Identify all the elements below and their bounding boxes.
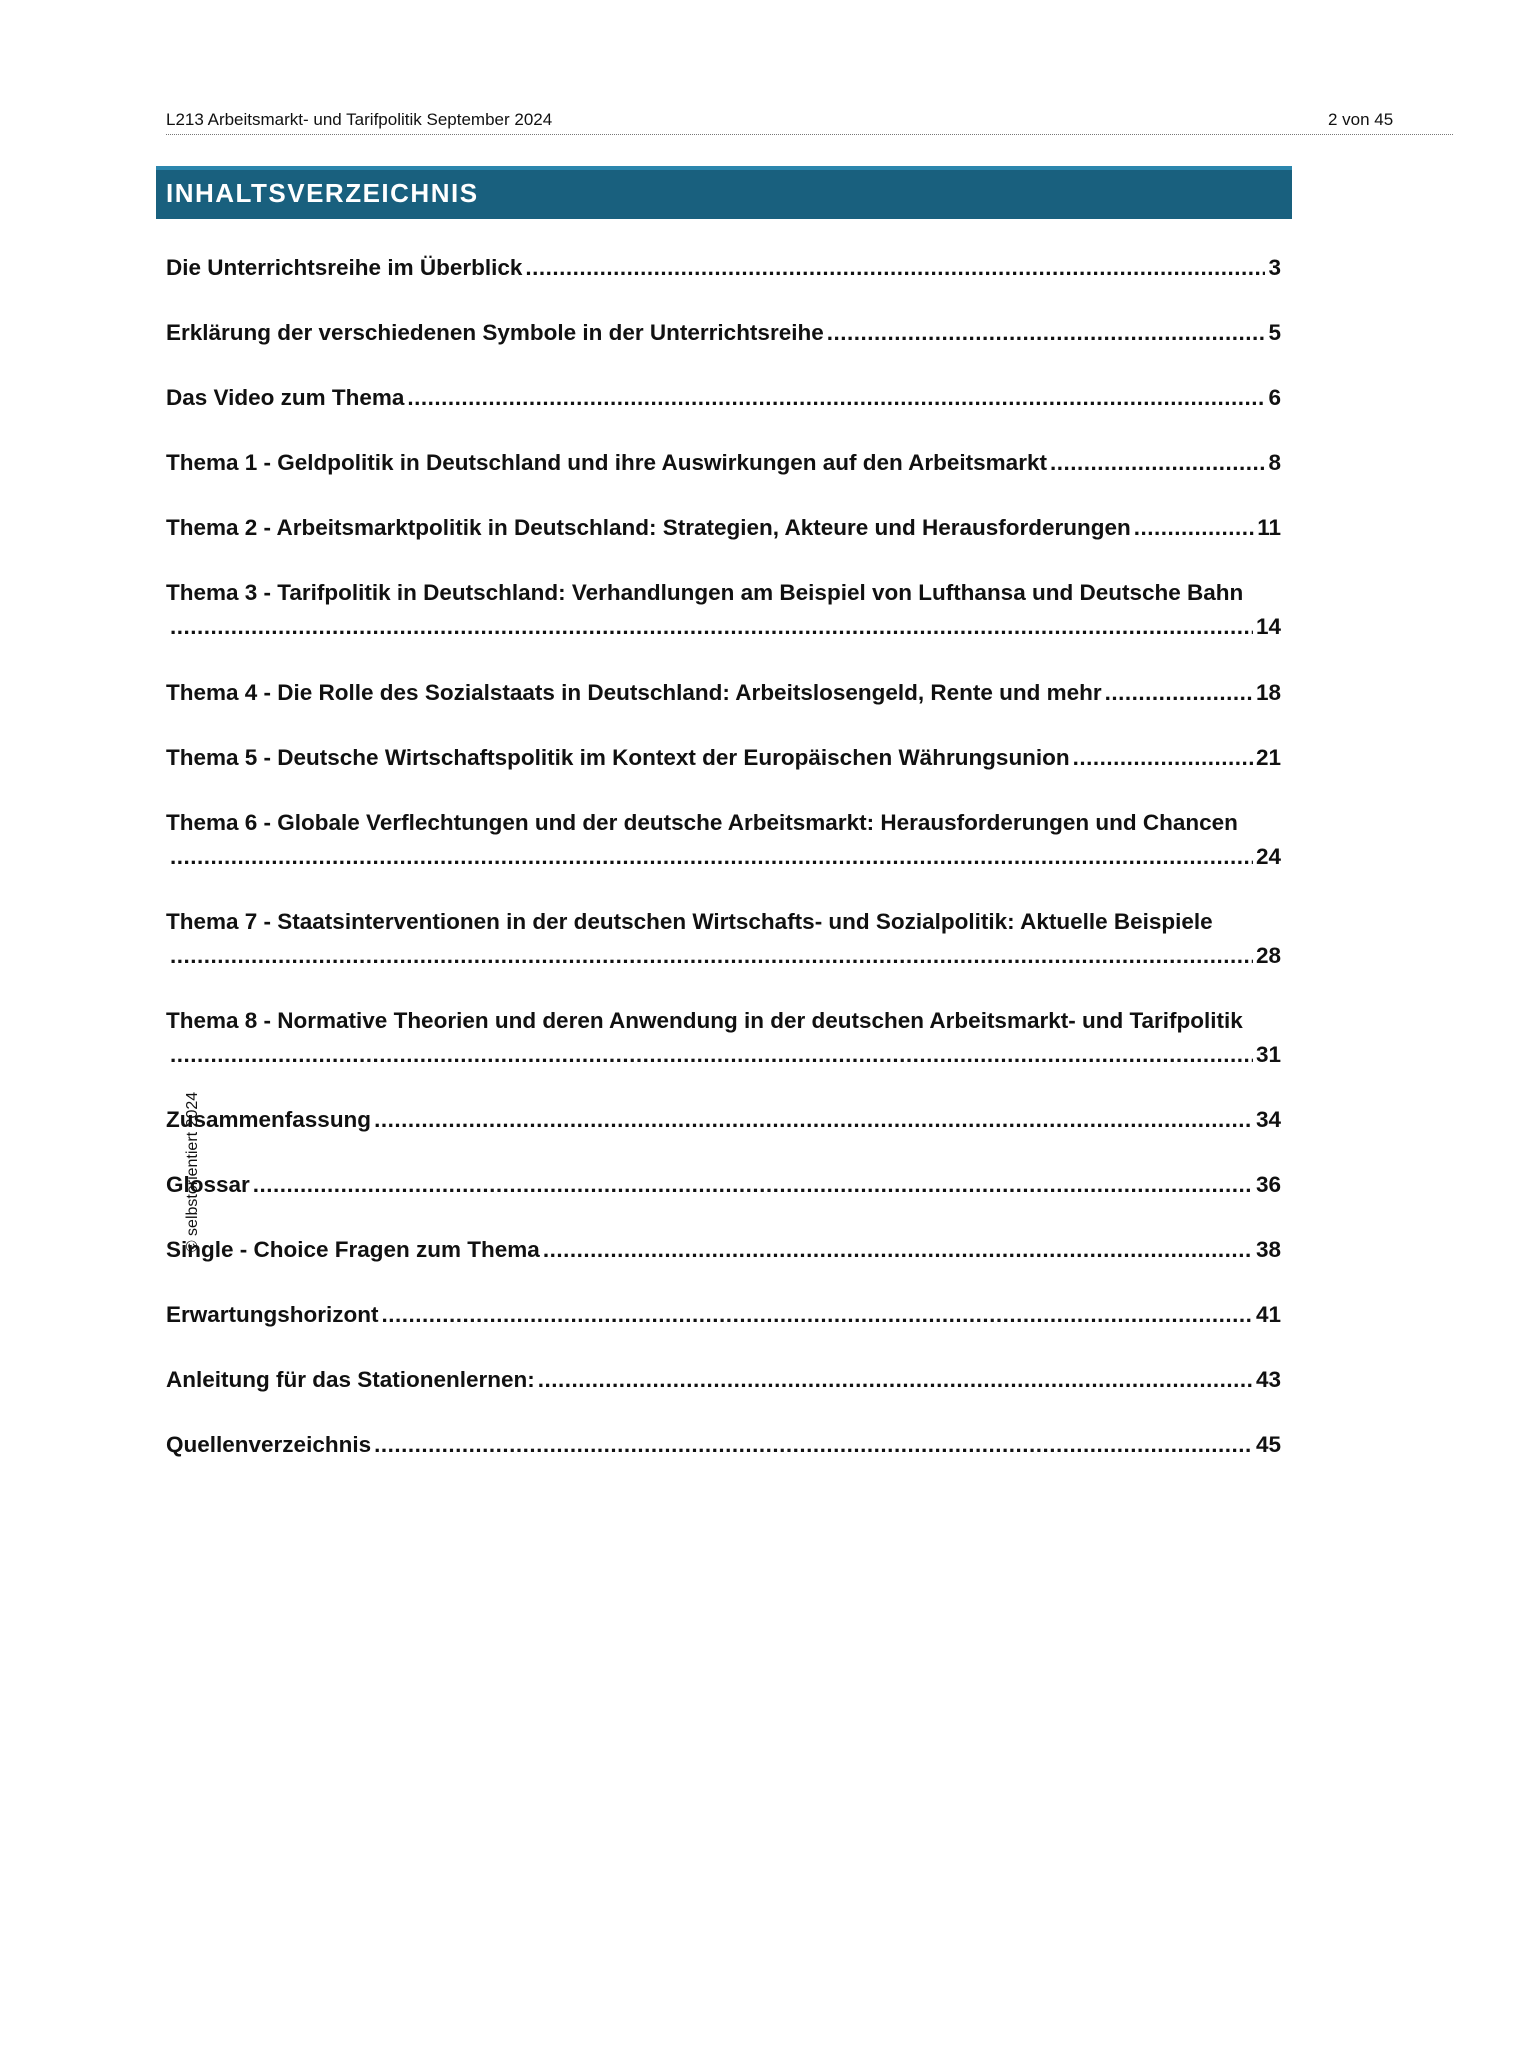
toc-entry[interactable] bbox=[166, 810, 1281, 874]
toc-leader-dots bbox=[170, 1042, 1253, 1068]
toc-entry[interactable] bbox=[166, 1008, 1281, 1072]
toc-entry-label: Thema 5 - Deutsche Wirtschaftspolitik im Kontext der Europäischen Währungsunion bbox=[166, 745, 1070, 770]
toc-entry[interactable] bbox=[166, 320, 1281, 350]
toc-entry-label: Thema 8 - Normative Theorien und deren Anwendung in der deutschen Arbeitsmarkt- und Tarifpolitik bbox=[166, 1008, 1243, 1033]
copyright-notice: © selbstorientiert 2024 bbox=[184, 1091, 201, 1253]
toc-entry-label: Erklärung der verschiedenen Symbole in der Unterrichtsreihe bbox=[166, 320, 824, 345]
toc-entry-label: Erwartungshorizont bbox=[166, 1302, 379, 1327]
toc-entry-label: Thema 1 - Geldpolitik in Deutschland und ihre Auswirkungen auf den Arbeitsmarkt bbox=[166, 450, 1047, 475]
toc-leader-dots bbox=[525, 255, 1265, 281]
toc-entry-page: 18 bbox=[1255, 680, 1281, 705]
toc-entry-page: 11 bbox=[1257, 515, 1281, 540]
toc-entry-label: Glossar bbox=[166, 1172, 250, 1197]
toc-entry-label: Thema 3 - Tarifpolitik in Deutschland: Verhandlungen am Beispiel von Lufthansa und Deutsche Bahn bbox=[166, 580, 1244, 605]
toc-entry-label: Zusammenfassung bbox=[166, 1107, 372, 1132]
toc-entry[interactable] bbox=[166, 515, 1281, 545]
toc-entry-label: Thema 7 - Staatsinterventionen in der deutschen Wirtschafts- und Sozialpolitik: Aktuelle Beispiele bbox=[166, 909, 1213, 934]
toc-entry[interactable] bbox=[166, 1237, 1281, 1267]
toc-entry[interactable] bbox=[166, 385, 1281, 415]
toc-entry-page: 24 bbox=[1255, 844, 1281, 869]
toc-entry-page: 43 bbox=[1255, 1367, 1281, 1392]
toc-entry-page: 14 bbox=[1255, 614, 1281, 639]
toc-leader-dots bbox=[538, 1367, 1253, 1393]
toc-entry[interactable] bbox=[166, 1172, 1281, 1202]
toc-entry-page: 21 bbox=[1255, 745, 1281, 770]
toc-entry[interactable] bbox=[166, 1432, 1281, 1462]
toc-entry-page: 5 bbox=[1268, 320, 1281, 345]
toc-leader-dots bbox=[543, 1237, 1253, 1263]
toc-entry-page: 6 bbox=[1268, 385, 1281, 410]
toc-leader-dots bbox=[374, 1432, 1253, 1458]
toc-leader-dots bbox=[374, 1107, 1253, 1133]
document-title: L213 Arbeitsmarkt- und Tarifpolitik September 2024 bbox=[166, 110, 553, 129]
toc-entry-label: Anleitung für das Stationenlernen: bbox=[166, 1367, 535, 1392]
toc-entry-page: 41 bbox=[1255, 1302, 1281, 1327]
toc-leader-dots bbox=[170, 943, 1253, 969]
toc-leader-dots bbox=[170, 844, 1253, 870]
toc-leader-dots bbox=[1073, 745, 1253, 771]
toc-entry-page: 34 bbox=[1255, 1107, 1281, 1132]
page-header bbox=[166, 108, 1453, 135]
toc-entry-page: 45 bbox=[1255, 1432, 1281, 1457]
toc-leader-dots bbox=[170, 614, 1253, 640]
toc-entry-page: 36 bbox=[1255, 1172, 1281, 1197]
toc-entry[interactable] bbox=[166, 450, 1281, 480]
toc-entry-label: Das Video zum Thema bbox=[166, 385, 405, 410]
toc-leader-dots bbox=[1134, 515, 1254, 541]
toc-leader-dots bbox=[1105, 680, 1253, 706]
toc-entry-label: Die Unterrichtsreihe im Überblick bbox=[166, 255, 523, 280]
toc-heading: INHALTSVERZEICHNIS bbox=[166, 178, 479, 208]
toc-entry[interactable] bbox=[166, 580, 1281, 644]
toc-entry-label: Single - Choice Fragen zum Thema bbox=[166, 1237, 540, 1262]
toc-leader-dots bbox=[1050, 450, 1266, 476]
toc-entry-page: 38 bbox=[1255, 1237, 1281, 1262]
toc-entry-page: 31 bbox=[1255, 1042, 1281, 1067]
toc-entry[interactable] bbox=[166, 680, 1281, 710]
toc-leader-dots bbox=[407, 385, 1265, 411]
toc-entry[interactable] bbox=[166, 909, 1281, 973]
toc-entry-page: 8 bbox=[1268, 450, 1281, 475]
toc-leader-dots bbox=[253, 1172, 1253, 1198]
toc-entry-label: Quellenverzeichnis bbox=[166, 1432, 372, 1457]
toc-entry[interactable] bbox=[166, 1302, 1281, 1332]
toc-entry[interactable] bbox=[166, 745, 1281, 775]
toc-entry-page: 28 bbox=[1255, 943, 1281, 968]
toc-entry[interactable] bbox=[166, 255, 1281, 285]
toc-entry-page: 3 bbox=[1268, 255, 1281, 280]
toc-entry[interactable] bbox=[166, 1367, 1281, 1397]
toc-entry-label: Thema 6 - Globale Verflechtungen und der deutsche Arbeitsmarkt: Herausforderungen und Chancen bbox=[166, 810, 1238, 835]
toc-leader-dots bbox=[382, 1302, 1253, 1328]
toc-entry-label: Thema 4 - Die Rolle des Sozialstaats in Deutschland: Arbeitslosengeld, Rente und mehr bbox=[166, 680, 1102, 705]
toc-heading-banner bbox=[156, 166, 1292, 219]
toc-entry[interactable] bbox=[166, 1107, 1281, 1137]
page-number: 2 von 45 bbox=[1328, 110, 1394, 129]
toc-leader-dots bbox=[827, 320, 1266, 346]
toc-entry-label: Thema 2 - Arbeitsmarktpolitik in Deutschland: Strategien, Akteure und Herausforderungen bbox=[166, 515, 1131, 540]
